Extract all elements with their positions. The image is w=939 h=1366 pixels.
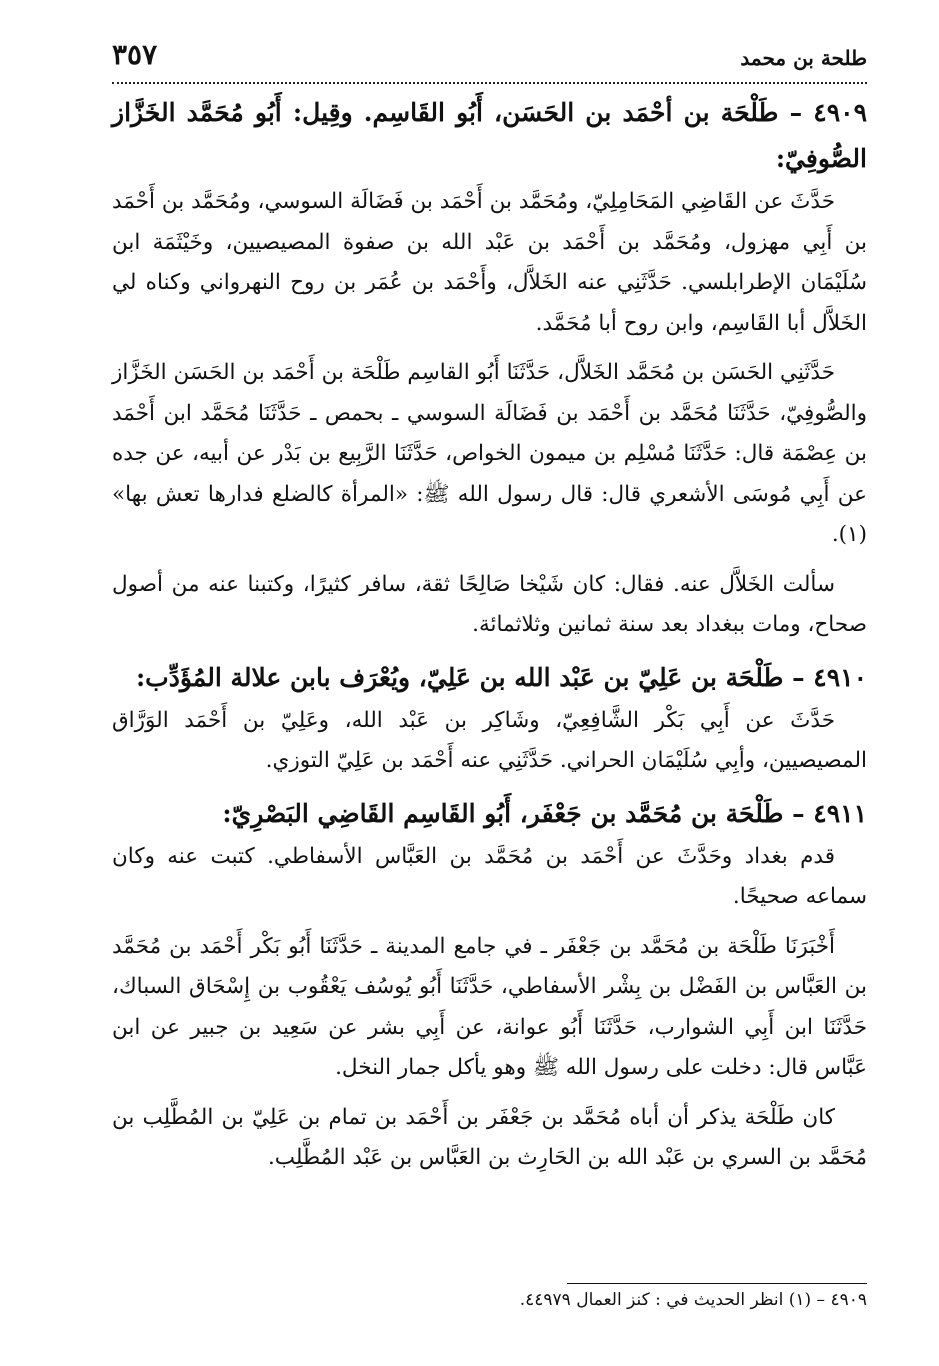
- entry-4911: [112, 791, 867, 1179]
- entry-heading: ٤٩٠٩ – طَلْحَة بن أحْمَد بن الحَسَن، أَبُو القَاسِم. وقِيل: أَبُو مُحَمَّد الخَزَّاز الصُّوفِيّ:: [112, 98, 867, 173]
- entry-4910: [112, 655, 867, 782]
- entry-heading: ٤٩١١ – طَلْحَة بن مُحَمَّد بن جَعْفَر، أَبُو القَاسِم القَاضِي البَصْرِيّ:: [222, 798, 867, 828]
- entry-paragraph: قدم بغداد وحَدَّثَ عن أَحْمَد بن مُحَمَّد بن العَبَّاس الأسفاطي. كتبت عنه وكان سماعه صحيحًا.: [112, 843, 867, 909]
- entry-paragraph: حَدَّثَ عن أَبِي بَكْر الشَّافِعِيّ، وشَاكِر بن عَبْد الله، وعَلِيّ بن أَحْمَد الوَرَّاق المصيصيين، وأبِي سُلَيْمَان الحراني. حَدَّثَنِي عنه أَحْمَد بن عَلِيّ التوزي.: [112, 707, 867, 773]
- entry-paragraph: سألت الخَلاَّل عنه. فقال: كان شَيْخا صَالِحًا ثقة، سافر كثيرًا، وكتبنا عنه من أصول صحاح، ومات ببغداد بعد سنة ثمانين وثلاثمائة.: [112, 571, 867, 637]
- entry-paragraph: حَدَّثَ عن القَاضِي المَحَامِلِيّ، ومُحَمَّد بن أَحْمَد بن فَضَالَة السوسي، ومُحَمَّد بن أَحْمَد بن أَبِي مهزول، ومُحَمَّد بن أَحْمَد بن عَبْد الله بن صفوة المصيصيين، وخَيْثَمَة ابن سُلَيْمَان الإطرابلسي. حَدَّثَنِي عنه الخَلاَّل، وأَحْمَد بن عُمَر بن روح النهرواني وكناه لي الخَلاَّل أبا القَاسِم، وابن روح أبا مُحَمَّد.: [112, 189, 867, 336]
- running-header: [112, 38, 867, 84]
- entry-4909: [112, 90, 867, 646]
- entry-paragraph: كان طَلْحَة يذكر أن أباه مُحَمَّد بن جَعْفَر بن أَحْمَد بن تمام بن عَلِيّ بن المُطَّلِب بن مُحَمَّد بن السري بن عَبْد الله بن الحَارِث بن العَبَّاس بن عَبْد المُطَّلِب.: [112, 1104, 867, 1170]
- entry-paragraph: أَخْبَرَنَا طَلْحَة بن مُحَمَّد بن جَعْفَر ـ في جامع المدينة ـ حَدَّثَنَا أَبُو بَكْر أَحْمَد بن مُحَمَّد بن العَبَّاس بن الفَضْل بن بِشْر الأسفاطي، حَدَّثَنَا أَبُو يُوسُف يَعْقُوب بن إِسْحَاق السباك، حَدَّثَنَا ابن أَبِي الشوارب، حَدَّثَنَا أَبُو عوانة، عن أَبِي بشر عن سَعِيد بن جبير عن ابن عَبَّاس قال: دخلت على رسول الله ﷺ وهو يأكل جمار النخل.: [112, 933, 867, 1080]
- footnote-divider: [567, 1283, 867, 1284]
- page-number: ٣٥٧: [112, 38, 158, 71]
- footnote: ٤٩٠٩ – (١) انظر الحديث في : كنز العمال ٤٤٩٧٩.: [519, 1290, 867, 1310]
- entry-heading: ٤٩١٠ – طَلْحَة بن عَلِيّ بن عَبْد الله بن عَلِيّ، ويُعْرَف بابن علالة المُؤَدِّب:: [135, 662, 867, 692]
- running-title: طلحة بن محمد: [740, 46, 867, 70]
- entry-paragraph: حَدَّثَنِي الحَسَن بن مُحَمَّد الخَلاَّل، حَدَّثَنَا أَبُو القاسِم طَلْحَة بن أَحْمَد بن الحَسَن الخَزَّاز والصُّوفِيّ، حَدَّثَنَا مُحَمَّد بن أَحْمَد بن فَضَالَة السوسي ـ بحمص ـ حَدَّثَنَا مُحَمَّد ابن أَحْمَد بن عِصْمَة قال: حَدَّثَنَا مُسْلِم بن ميمون الخواص، حَدَّثَنَا الرَّبِيع بن بَدْر عن أبيه، عن جده عن أَبِي مُوسَى الأشعري قال: قال رسول الله ﷺ: «المرأة كالضلع فدارها تعش بها» (١).: [112, 360, 867, 547]
